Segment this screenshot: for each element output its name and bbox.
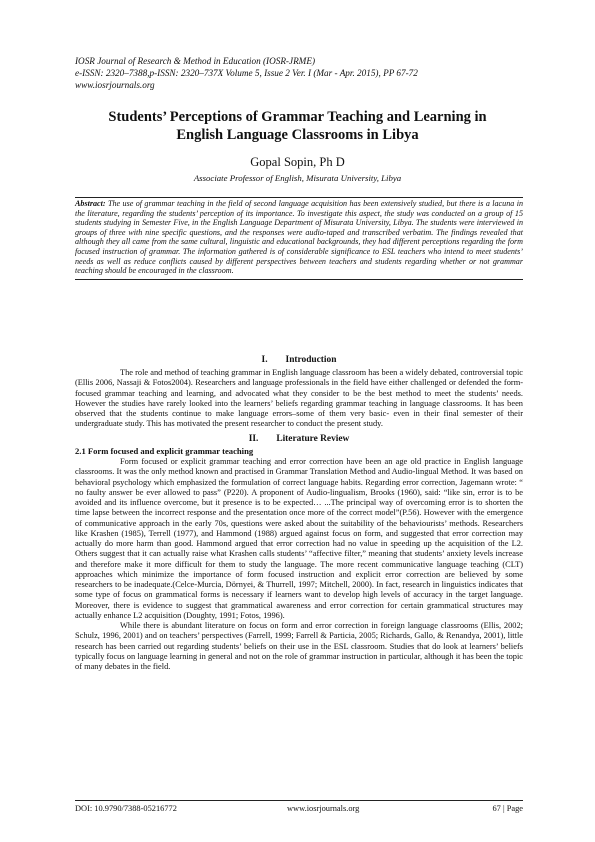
paper-title-line-1: Students’ Perceptions of Grammar Teaching and Learning in	[108, 109, 487, 125]
section-number: I.	[261, 355, 268, 365]
introduction-paragraph: The role and method of teaching grammar in English language classroom has been a widely debated, controversial topic (Ellis 2006, Nassaji & Fotos2004). Researchers and language professionals in the field have either challenged or defended the form-focused grammar teaching and learning, and advocated what they consider to be the best method to meet the students’ needs. However the studies have rarely looked into the learners’ beliefs regarding grammar teaching in language classrooms. It has been observed that the students continue to make language errors–some of them very basic- even in their final semester of their undergraduate study. This has motivated the present researcher to conduct the present study.	[75, 368, 523, 429]
abstract-block	[75, 197, 523, 280]
paper-title-line-2: English Language Classrooms in Libya	[176, 127, 419, 143]
journal-website[interactable]: www.iosrjournals.org	[75, 80, 155, 90]
author-name: Gopal Sopin, Ph D	[250, 155, 345, 169]
journal-header	[75, 55, 525, 91]
literature-paragraph-1: Form focused or explicit grammar teaching and error correction have been an age old practice in English language classrooms. It was the only method known and practised in Grammar Translation Method and Audio-lingual Method. It was based on behavioral psychology which emphasized the formulation of correct language habits. Regarding error correction, Jagemann wrote: “ no faulty answer be ever allowed to pass” (P220). A proponent of Audio-lingualism, Brooks (1960), said: “like sin, error is to be avoided and its influence overcome, but it presence is to be expected… ...The principal way of overcoming error is to shorten the time lapse between the incorrect response and the presentation once more of the correct model”(P.56). However with the emergence of communicative approach in the early 70s, questions were asked about the suitability of the behaviourists’ methods. Researchers like Krashen (1985), Terrell (1977), and Hammond (1988) argued against focus on form, and suggested that error correction may actually do more harm than good. Hammond argued that error correction had no value in speeding up the acquisition of the L2. Others suggest that it can actually raise what Krashen calls students’ “affective filter,” meaning that students’ anxiety levels increase and therefore make it more difficult for them to study the language. The more recent communicative language teaching (CLT) approaches which minimize the importance of form focused instruction and explicit error correction are believed by some researchers to be inadequate.(Celce-Murcia, Dörnyei, & Thurrell, 1997; Mitchell, 2000). In fact, research in linguistics indicates that some type of focus on grammatical forms is necessary if learners want to develop high levels of accuracy in the target language. Moreover, there is evidence to suggest that grammatical awareness and error correction for certain grammatical structures may actually enhance L2 acquisition (Doughty, 1991; Fotos, 1996).	[75, 457, 523, 620]
literature-paragraph-2: While there is abundant literature on focus on form and error correction in foreign language classrooms (Ellis, 2002; Schulz, 1996, 2001) and on teachers’ perspectives (Farrell, 1999; Farrell & Particia, 2005; Richards, Gallo, & Renandya, 2001), little research has been carried out regarding students’ beliefs on their use in the ESL classroom. Studies that do look at learners’ beliefs typically focus on language learning in general and not on the role of grammar instruction in particular, although it has been the topic of many debates in the field.	[75, 621, 523, 671]
section-title: Introduction	[285, 355, 337, 365]
footer-divider	[75, 800, 523, 801]
author-affiliation: Associate Professor of English, Misurata University, Libya	[193, 173, 402, 183]
section-heading-introduction	[75, 355, 523, 366]
abstract-label: Abstract:	[75, 199, 106, 208]
footer-website[interactable]: www.iosrjournals.org	[287, 804, 360, 813]
paper-title	[60, 108, 535, 144]
literature-review-body	[75, 457, 523, 672]
footer-page-number: 67 | Page	[492, 804, 523, 813]
journal-issn: e-ISSN: 2320–7388,p-ISSN: 2320–737X Volume 5, Issue 2 Ver. I (Mar - Apr. 2015), PP 67-72	[75, 68, 418, 78]
footer-doi: DOI: 10.9790/7388-05216772	[75, 804, 177, 813]
introduction-body	[75, 368, 523, 430]
section-title: Literature Review	[276, 434, 350, 444]
section-heading-literature-review	[75, 434, 523, 445]
abstract-text: The use of grammar teaching in the field of second language acquisition has been extensively studied, but there is a lacuna in the literature, regarding the students’ perception of its importance. To investigate this aspect, the study was conducted on a group of 15 students studying in Semester Five, in the English Language Department of Misurata University, Libya. The students were interviewed in groups of three with nine specific questions, and the responses were audio-taped and transcribed verbatim. The findings revealed that although they all came from the same cultural, linguistic and educational backgrounds, they had different perceptions regarding the form focused instruction of grammar. The information gathered is of considerable significance to ESL teachers who intend to meet students’ needs as well as reduce conflicts caused by different perspectives between teachers and students regarding whether or not grammar teaching should be encouraged in the classroom.	[75, 199, 523, 276]
section-number: II.	[248, 434, 259, 444]
journal-name: IOSR Journal of Research & Method in Education (IOSR-JRME)	[75, 56, 316, 66]
subsection-heading: 2.1 Form focused and explicit grammar teaching	[75, 446, 254, 456]
